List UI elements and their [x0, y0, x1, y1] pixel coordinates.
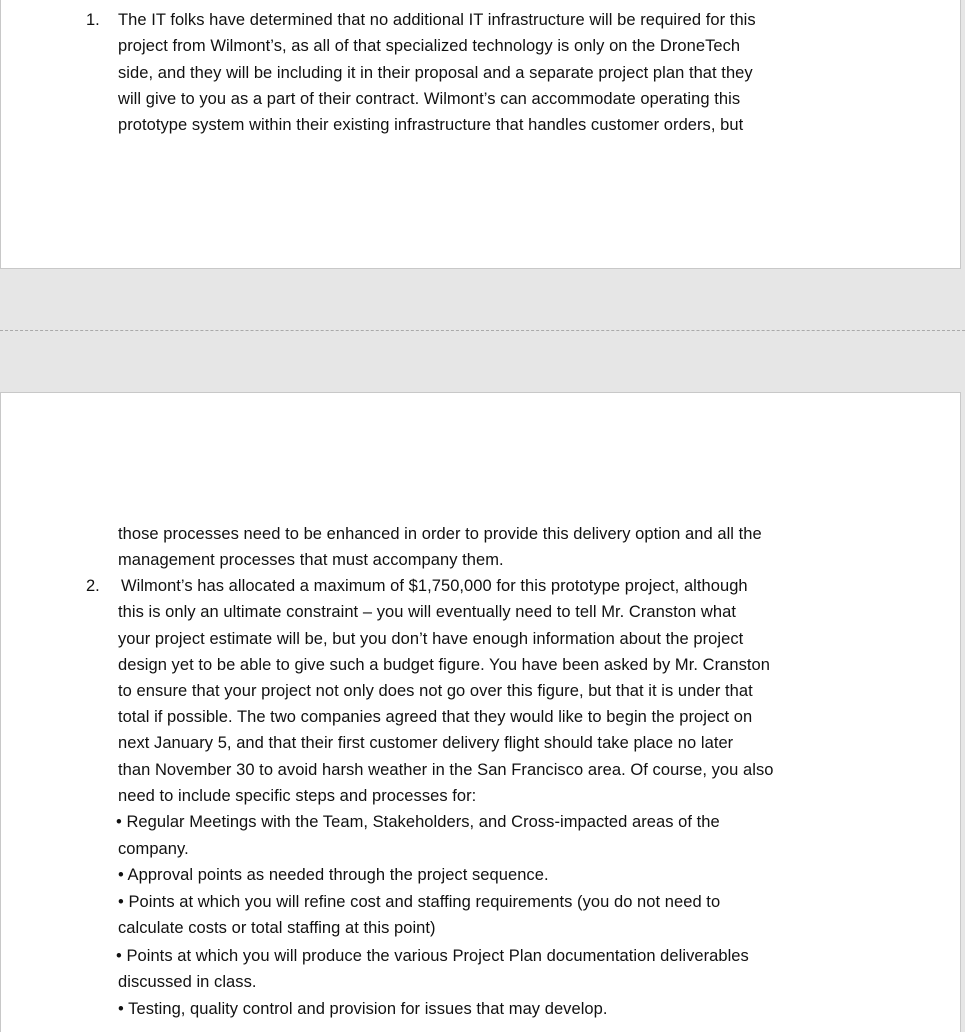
bullet-item: • Regular Meetings with the Team, Stakeholders, and Cross-impacted areas of the — [116, 813, 720, 831]
bullet-item-continuation: discussed in class. — [118, 973, 257, 991]
paragraph-line: than November 30 to avoid harsh weather in the San Francisco area. Of course, you also — [118, 761, 774, 779]
paragraph-line: this is only an ultimate constraint – you will eventually need to tell Mr. Cranston what — [118, 603, 736, 621]
paragraph-line: project from Wilmont’s, as all of that specialized technology is only on the DroneTech — [118, 37, 741, 55]
bullet-item-continuation: calculate costs or total staffing at this point) — [118, 919, 436, 937]
paragraph-line: your project estimate will be, but you don’t have enough information about the project — [118, 630, 744, 648]
bullet-item: • Points at which you will produce the various Project Plan documentation deliverables — [116, 947, 749, 965]
paragraph-line: Wilmont’s has allocated a maximum of $1,750,000 for this prototype project, although — [121, 577, 748, 595]
paragraph-line: to ensure that your project not only does not go over this figure, but that it is under that — [118, 682, 753, 700]
bullet-item: • Points at which you will refine cost and staffing requirements (you do not need to — [118, 893, 721, 911]
paragraph-line: those processes need to be enhanced in order to provide this delivery option and all the — [118, 525, 762, 543]
page-break-divider — [0, 330, 965, 331]
paragraph-line: management processes that must accompany them. — [118, 551, 504, 569]
list-number-1: 1. — [86, 11, 100, 29]
paragraph-line: need to include specific steps and processes for: — [118, 787, 477, 805]
paragraph-line: prototype system within their existing infrastructure that handles customer orders, but — [118, 116, 744, 134]
paragraph-line: design yet to be able to give such a budget figure. You have been asked by Mr. Cranston — [118, 656, 770, 674]
paragraph-line: will give to you as a part of their contract. Wilmont’s can accommodate operating this — [118, 90, 741, 108]
paragraph-line: side, and they will be including it in their proposal and a separate project plan that they — [118, 64, 753, 82]
paragraph-line: The IT folks have determined that no additional IT infrastructure will be required for this — [118, 11, 756, 29]
bullet-item: • Testing, quality control and provision for issues that may develop. — [118, 1000, 608, 1018]
paragraph-line: next January 5, and that their first customer delivery flight should take place no later — [118, 734, 734, 752]
bullet-item-continuation: company. — [118, 840, 189, 858]
bullet-item: • Approval points as needed through the project sequence. — [118, 866, 549, 884]
list-number-2: 2. — [86, 577, 100, 595]
paragraph-line: total if possible. The two companies agreed that they would like to begin the project on — [118, 708, 753, 726]
